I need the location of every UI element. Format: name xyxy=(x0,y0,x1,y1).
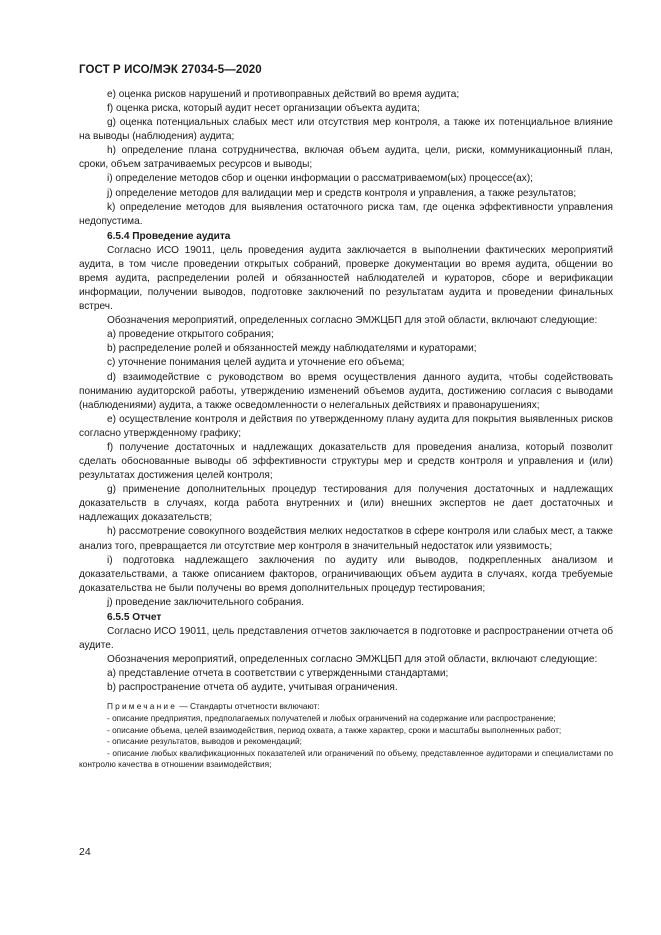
list-item-a: a) проведение открытого собрания; xyxy=(107,329,274,341)
section-heading-6-5-5: 6.5.5 Отчет xyxy=(107,611,162,623)
paragraph: Обозначения мероприятий, определенных согласно ЭМЖЦБП для этой области, включают следующие: xyxy=(107,315,598,327)
list-item-g: g) применение дополнительных процедур тестирования для получения достаточных и надлежащих доказательств в случаях, когда работа внутренних и (или) внешних экспертов не дает достаточных и надлежащих доказательств; xyxy=(79,484,613,524)
list-item-f: f) оценка риска, который аудит несет организации объекта аудита; xyxy=(107,103,420,115)
list-item-c: c) уточнение понимания целей аудита и уточнение его объема; xyxy=(107,357,405,369)
paragraph: Согласно ИСО 19011, цель проведения аудита заключается в выполнении фактических мероприятий аудита, в том числе проведении открытых собраний, проверке документации во время аудита, общении во время аудита, распределении ролей и обязанностей наблюдателей и кураторов, сборе и верификации информации, получении выводов, подготовке заключений по результатам аудита и проведении финальных встреч. xyxy=(79,244,613,313)
note-intro-text: — Стандарты отчетности включают: xyxy=(177,701,320,712)
list-item-j: j) определение методов для валидации мер и средств контроля и управления, а также результатов; xyxy=(107,187,577,199)
list-item-k: k) определение методов для выявления остаточного риска там, где оценка эффективности управления недопустима. xyxy=(79,201,613,227)
note-block xyxy=(79,701,613,771)
list-item-b: b) распределение ролей и обязанностей между наблюдателями и кураторами; xyxy=(107,343,477,355)
note-item: - описание результатов, выводов и рекомендаций; xyxy=(107,736,302,747)
list-item-f: f) получение достаточных и надлежащих доказательств для проведения анализа, который позволит сделать обоснованные выводы об эффективности структуры мер и средств контроля и управления и (или) результатах достижения целей контроля; xyxy=(79,441,613,482)
list-item-g: g) оценка потенциальных слабых мест или отсутствия мер контроля, а также их потенциальное влияние на выводы (наблюдения) аудита; xyxy=(79,117,613,143)
list-item-h: h) рассмотрение совокупного воздействия мелких недостатков в сфере контроля или слабых мест, а также анализ того, превращается ли отсутствие мер контроля в значительный недостаток или уязвимость; xyxy=(79,526,613,552)
list-item-e: e) оценка рисков нарушений и противоправных действий во время аудита; xyxy=(107,89,460,100)
document-header: ГОСТ Р ИСО/МЭК 27034-5—2020 xyxy=(79,64,262,76)
list-item-d: d) взаимодействие с руководством во время осуществления данного аудита, чтобы содействовать пониманию аудиторской работы, утверждению изменений объемов аудита, достижению согласия с выводами (наблюдениями) аудита, а также осведомленности о нелегальных действиях и правонарушениях; xyxy=(79,371,613,411)
list-item-e: e) осуществление контроля и действия по утвержденному плану аудита для покрытия выявленных рисков согласно утвержденному графику; xyxy=(79,413,613,439)
list-item-h: h) определение плана сотрудничества, включая объем аудита, цели, риски, коммуникационный план, сроки, объем затрачиваемых ресурсов и выводы; xyxy=(79,145,613,171)
list-item-j: j) проведение заключительного собрания. xyxy=(107,596,305,608)
list-item-i: i) подготовка надлежащего заключения по аудиту или выводов, подкрепленных анализом и доказательствами, а также описанием факторов, ограничивающих объем аудита в случаях, когда требуемые доказательства не были получены во время дополнительных процедур тестирования; xyxy=(79,554,613,594)
note-intro xyxy=(79,701,613,713)
note-item: - описание объема, целей взаимодействия, период охвата, а также характер, сроки и масштабы выполненных работ; xyxy=(107,724,562,735)
page-number: 24 xyxy=(79,846,91,858)
note-item: - описание предприятия, предполагаемых получателей и любых ограничений на содержание или распространение; xyxy=(107,712,556,723)
section-heading-6-5-4: 6.5.4 Проведение аудита xyxy=(107,230,231,242)
paragraph: Согласно ИСО 19011, цель представления отчетов заключается в подготовке и распространении отчета об аудите. xyxy=(79,625,613,652)
paragraph: Обозначения мероприятий, определенных согласно ЭМЖЦБП для этой области, включают следующие: xyxy=(107,654,598,666)
document-body xyxy=(79,88,613,771)
note-label: Примечание xyxy=(107,701,178,712)
list-item-i: i) определение методов сбор и оценки информации о рассматриваемом(ых) процессе(ах); xyxy=(107,173,533,185)
note-item: - описание любых квалификационных показателей или ограничений по объему, представленное аудиторами и специалистами по контролю качества в отношении взаимодействия; xyxy=(79,747,613,770)
list-item-a: a) представление отчета в соответствии с утвержденными стандартами; xyxy=(107,668,449,680)
list-item-b: b) распространение отчета об аудите, учитывая ограничения. xyxy=(107,682,398,694)
